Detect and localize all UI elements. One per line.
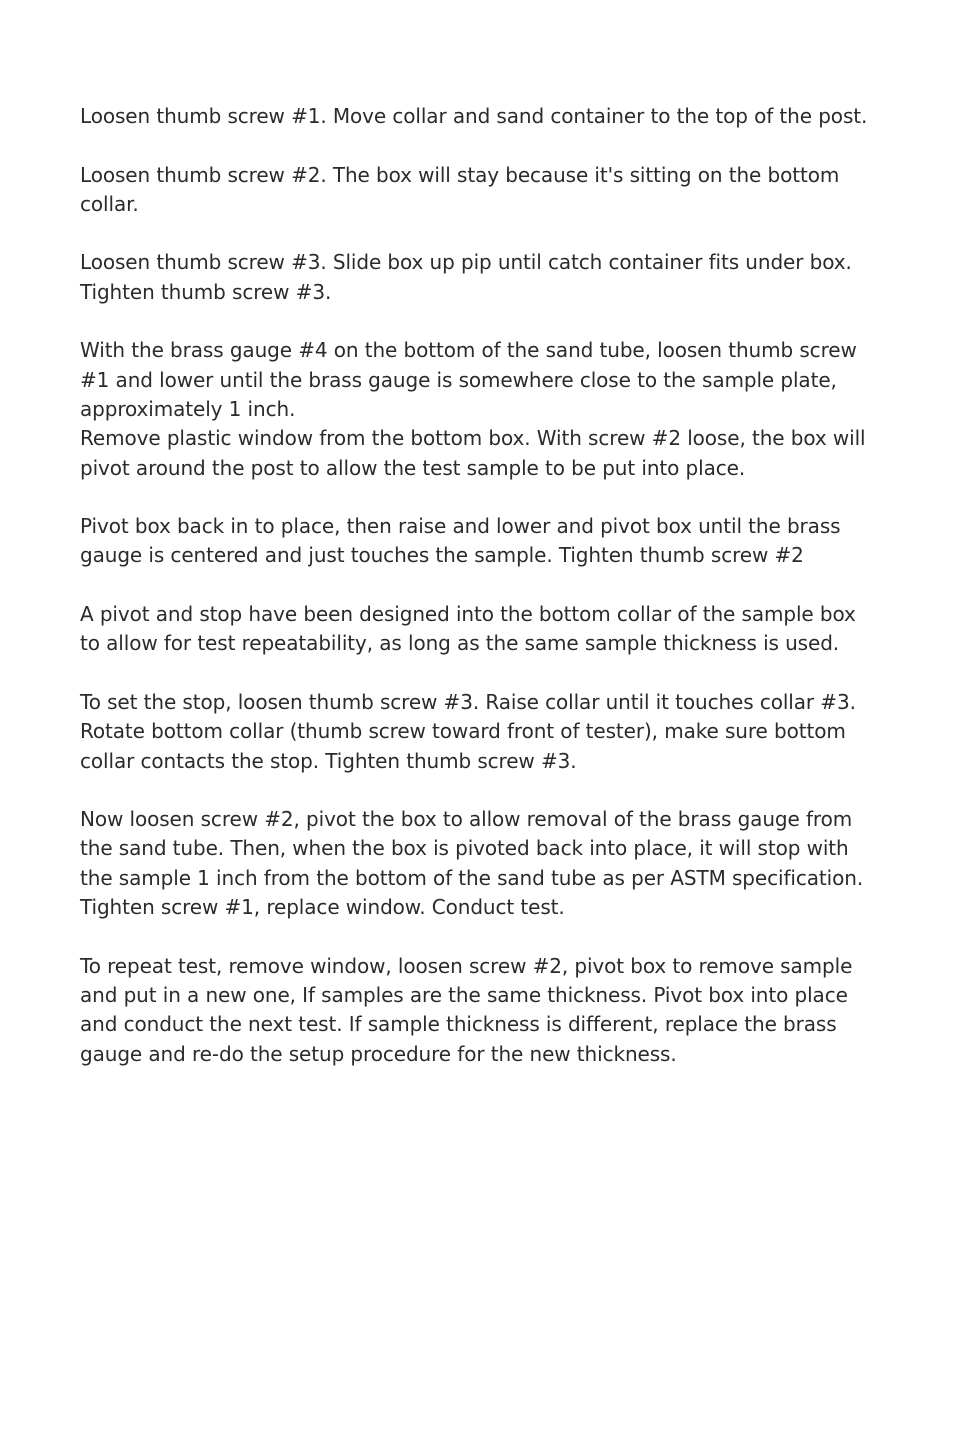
text-line: Now loosen screw #2, pivot the box to allow removal of the brass gauge from	[80, 807, 853, 832]
text-line: A pivot and stop have been designed into the bottom collar of the sample box	[80, 602, 856, 627]
text-line: the sand tube. Then, when the box is pivoted back into place, it will stop with	[80, 836, 849, 861]
paragraph-1	[80, 102, 910, 131]
paragraph-8	[80, 688, 910, 776]
paragraph-3	[80, 248, 910, 307]
text-line: the sample 1 inch from the bottom of the sand tube as per ASTM specification.	[80, 865, 864, 890]
paragraph-7	[80, 600, 910, 659]
text-line: and conduct the next test. If sample thickness is different, replace the brass	[80, 1012, 837, 1037]
text-line: With the brass gauge #4 on the bottom of the sand tube, loosen thumb screw	[80, 338, 857, 363]
text-line: Remove plastic window from the bottom box. With screw #2 loose, the box will	[80, 426, 866, 451]
text-line: to allow for test repeatability, as long as the same sample thickness is used.	[80, 631, 840, 656]
paragraph-4	[80, 336, 910, 424]
text-line: gauge and re-do the setup procedure for the new thickness.	[80, 1041, 677, 1066]
text-line: To set the stop, loosen thumb screw #3. Raise collar until it touches collar #3.	[80, 689, 856, 714]
text-line: Rotate bottom collar (thumb screw toward front of tester), make sure bottom	[80, 719, 846, 744]
text-line: #1 and lower until the brass gauge is somewhere close to the sample plate,	[80, 367, 837, 392]
text-line: collar.	[80, 191, 139, 216]
paragraph-10	[80, 952, 910, 1069]
text-line: Loosen thumb screw #3. Slide box up pip until catch container fits under box.	[80, 250, 852, 275]
text-line: Pivot box back in to place, then raise and lower and pivot box until the brass	[80, 514, 841, 539]
paragraph-5	[80, 424, 910, 483]
text-line: collar contacts the stop. Tighten thumb screw #3.	[80, 748, 577, 773]
text-line: approximately 1 inch.	[80, 396, 296, 421]
paragraph-6	[80, 512, 910, 571]
text-line: Loosen thumb screw #1. Move collar and sand container to the top of the post.	[80, 104, 868, 128]
text-line: Loosen thumb screw #2. The box will stay because it's sitting on the bottom	[80, 162, 840, 187]
text-line: gauge is centered and just touches the sample. Tighten thumb screw #2	[80, 543, 804, 568]
text-line: and put in a new one, If samples are the same thickness. Pivot box into place	[80, 982, 848, 1007]
text-line: Tighten thumb screw #3.	[80, 279, 332, 304]
text-line: pivot around the post to allow the test sample to be put into place.	[80, 455, 746, 480]
paragraph-9	[80, 805, 910, 922]
paragraph-2	[80, 161, 910, 220]
text-line: To repeat test, remove window, loosen screw #2, pivot box to remove sample	[80, 953, 853, 978]
text-line: Tighten screw #1, replace window. Conduct test.	[80, 895, 565, 920]
instructions-document	[80, 102, 910, 1069]
